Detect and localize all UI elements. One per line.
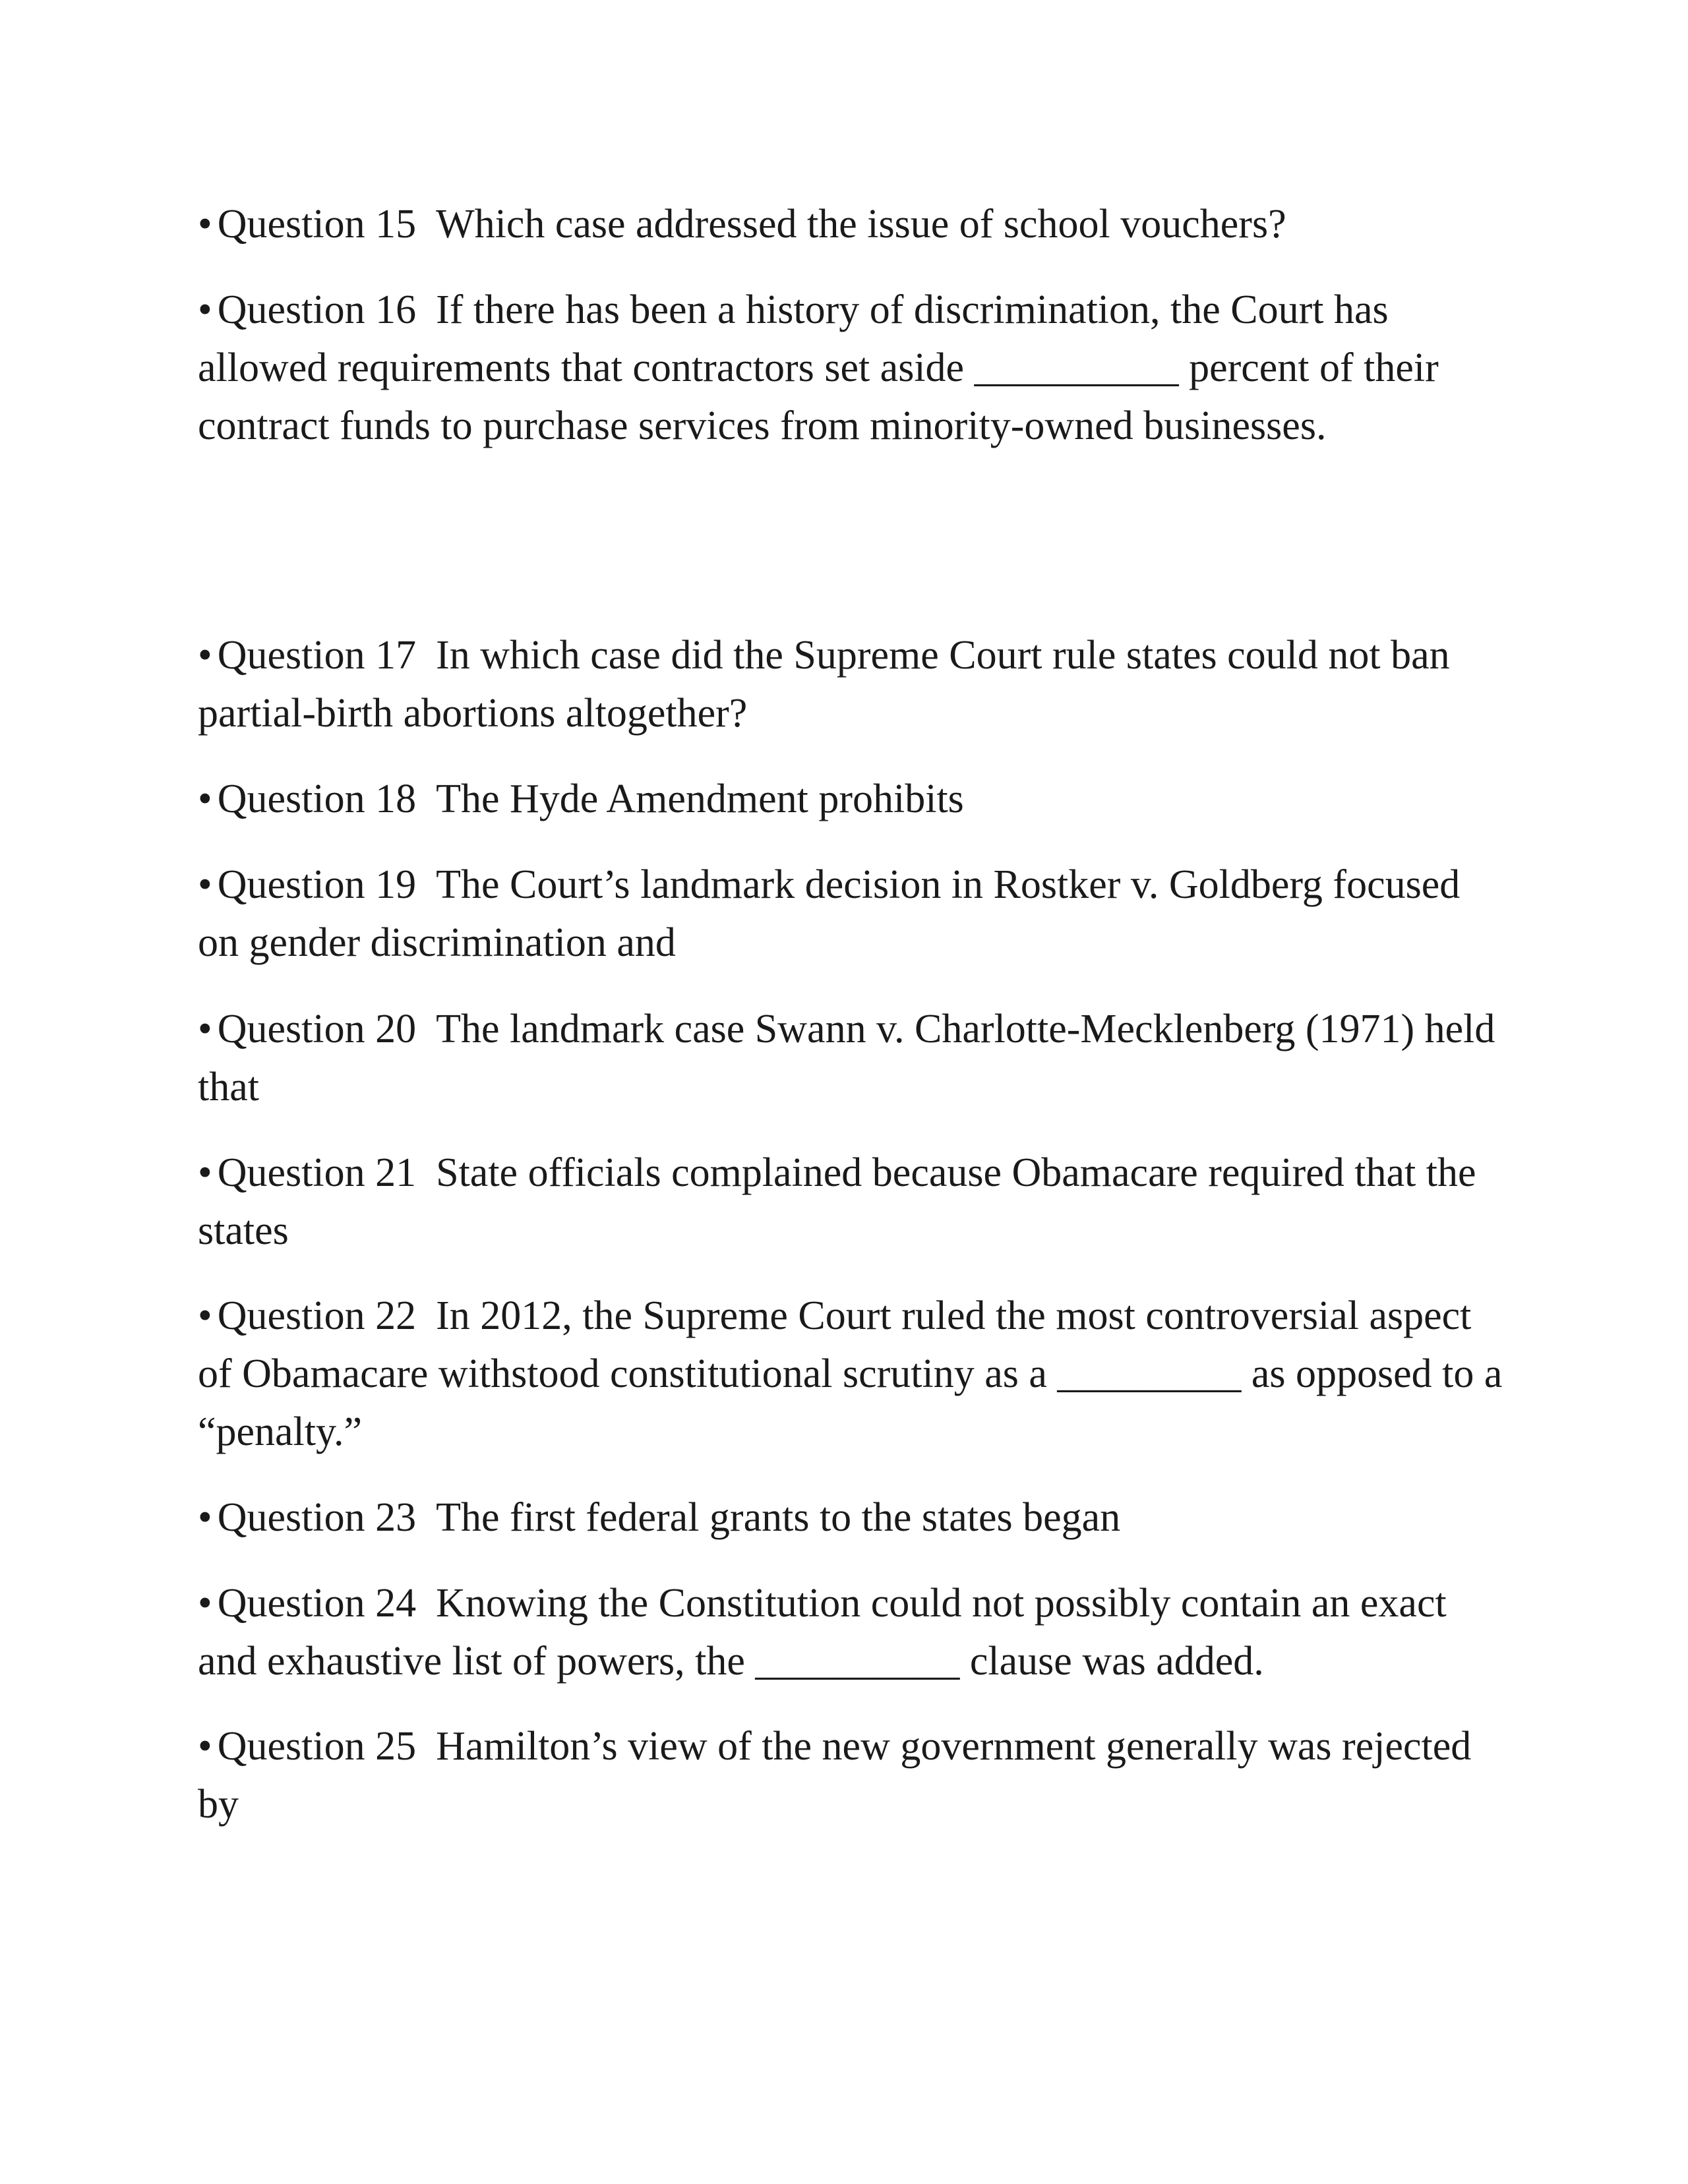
question-19 — [198, 856, 1510, 972]
bullet: • — [198, 287, 212, 332]
question-number: Question 16 — [217, 287, 417, 332]
bullet: • — [198, 862, 212, 907]
question-18 — [198, 770, 1510, 828]
question-23 — [198, 1489, 1510, 1547]
question-text: The Court’s landmark decision in Rostker v. Goldberg focused on gender discrimination and — [198, 862, 1461, 965]
question-text: The first federal grants to the states began — [436, 1495, 1121, 1540]
question-text: The Hyde Amendment prohibits — [436, 777, 964, 821]
question-21 — [198, 1144, 1510, 1260]
question-text: Hamilton’s view of the new government generally was rejected by — [198, 1724, 1472, 1827]
bullet: • — [198, 633, 212, 678]
question-16 — [198, 281, 1510, 455]
question-number: Question 25 — [217, 1724, 417, 1769]
question-number: Question 15 — [217, 202, 417, 247]
bullet: • — [198, 777, 212, 821]
bullet: • — [198, 1581, 212, 1626]
question-number: Question 23 — [217, 1495, 417, 1540]
question-text: State officials complained because Obamacare required that the states — [198, 1150, 1476, 1253]
bullet: • — [198, 1007, 212, 1051]
question-22 — [198, 1287, 1510, 1461]
question-text: The landmark case Swann v. Charlotte-Mecklenberg (1971) held that — [198, 1007, 1495, 1109]
bullet: • — [198, 1724, 212, 1769]
question-25 — [198, 1717, 1510, 1833]
question-17 — [198, 626, 1510, 742]
question-number: Question 17 — [217, 633, 417, 678]
bullet: • — [198, 1293, 212, 1338]
question-24 — [198, 1574, 1510, 1690]
question-text: Which case addressed the issue of school vouchers? — [436, 202, 1286, 247]
bullet: • — [198, 1150, 212, 1195]
question-number: Question 20 — [217, 1007, 417, 1051]
bullet: • — [198, 1495, 212, 1540]
question-text: In 2012, the Supreme Court ruled the most controversial aspect of Obamacare withstood constitutional scrutiny as a _________ as opposed to a “penalty.” — [198, 1293, 1503, 1454]
question-number: Question 18 — [217, 777, 417, 821]
question-text: If there has been a history of discrimination, the Court has allowed requirements that contractors set aside __________ percent of their contract funds to purchase services from minority-owned businesses. — [198, 287, 1439, 448]
question-number: Question 21 — [217, 1150, 417, 1195]
bullet: • — [198, 202, 212, 247]
question-15 — [198, 195, 1510, 253]
question-number: Question 19 — [217, 862, 417, 907]
question-text: Knowing the Constitution could not possibly contain an exact and exhaustive list of powers, the __________ clause was added. — [198, 1581, 1447, 1684]
question-20 — [198, 1000, 1510, 1116]
question-text: In which case did the Supreme Court rule states could not ban partial-birth abortions altogether? — [198, 633, 1450, 736]
question-number: Question 24 — [217, 1581, 417, 1626]
question-number: Question 22 — [217, 1293, 417, 1338]
